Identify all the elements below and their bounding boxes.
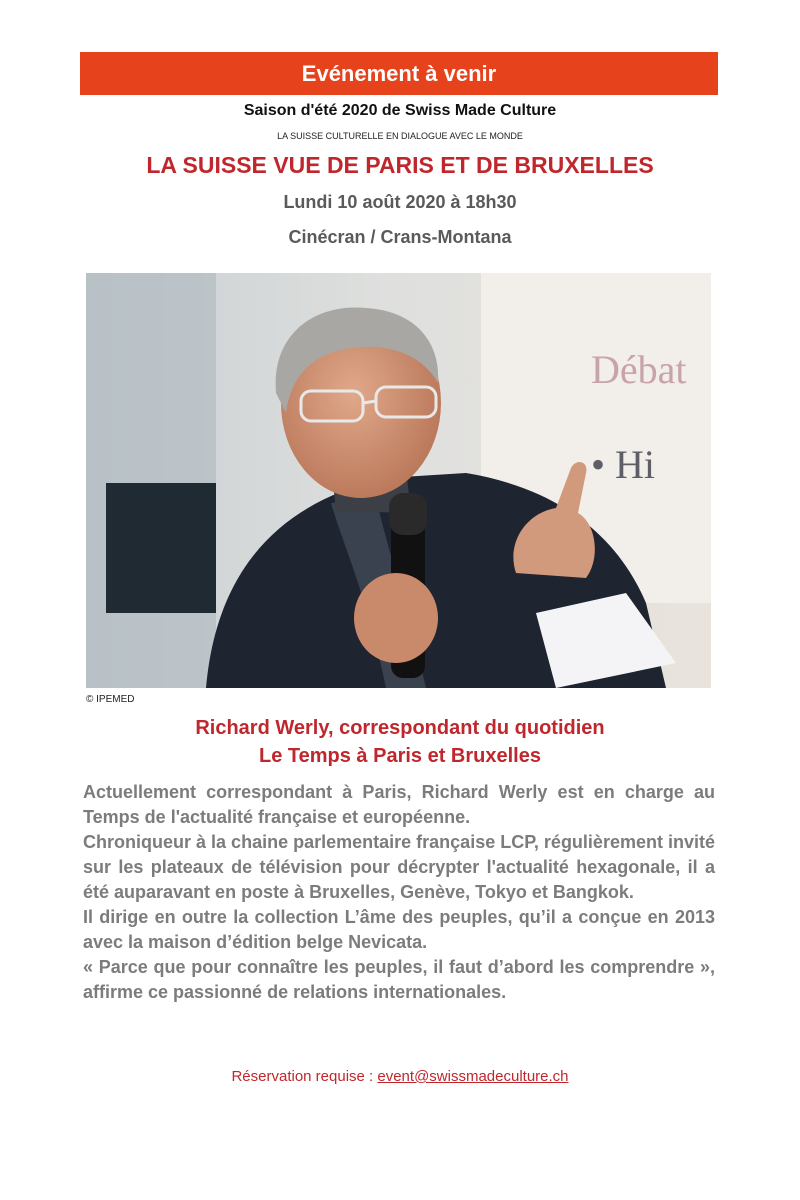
event-banner: Evénement à venir [80,52,718,95]
screen-text-1: Débat [591,347,687,392]
reservation-label: Réservation requise : [231,1068,378,1085]
screen-text-2: • Hi [591,442,656,487]
speaker-heading-line2: Le Temps à Paris et Bruxelles [259,745,541,767]
photo-credit: © IPEMED [86,694,135,705]
event-venue: Cinécran / Crans-Montana [288,227,512,247]
tagline: LA SUISSE CULTURELLE EN DIALOGUE AVEC LE MONDE [277,131,523,141]
bio-paragraph: « Parce que pour connaître les peuples, il faut d’abord les comprendre », affirme ce passionné de relations internationales. [83,957,715,1002]
speaker-heading-line1: Richard Werly, correspondant du quotidien [195,717,605,739]
speaker-photo [86,273,711,688]
hand-left [354,573,438,663]
event-datetime: Lundi 10 août 2020 à 18h30 [283,192,517,212]
reservation-email-link[interactable]: event@swissmadeculture.ch [377,1068,569,1085]
monitor [106,483,216,613]
reservation-line [0,1068,800,1085]
season-title: Saison d'été 2020 de Swiss Made Culture [243,102,557,119]
window-pane [86,273,216,688]
event-title: LA SUISSE VUE DE PARIS ET DE BRUXELLES [146,152,654,178]
bio-paragraph: Actuellement correspondant à Paris, Richard Werly est en charge au Temps de l'actualité française et européenne. [83,782,715,827]
speaker-bio [83,780,715,1005]
bio-paragraph: Chroniqueur à la chaine parlementaire française LCP, régulièrement invité sur les plateaux de télévision pour décrypter l'actualité hexagonale, il a été auparavant en poste à Bruxelles, Genève, Tokyo et Bangkok. [83,832,715,902]
speaker-photo-illustration [86,273,711,688]
speaker-heading [0,714,800,770]
bio-paragraph: Il dirige en outre la collection L’âme des peuples, qu’il a conçue en 2013 avec la maison d’édition belge Nevicata. [83,907,715,952]
